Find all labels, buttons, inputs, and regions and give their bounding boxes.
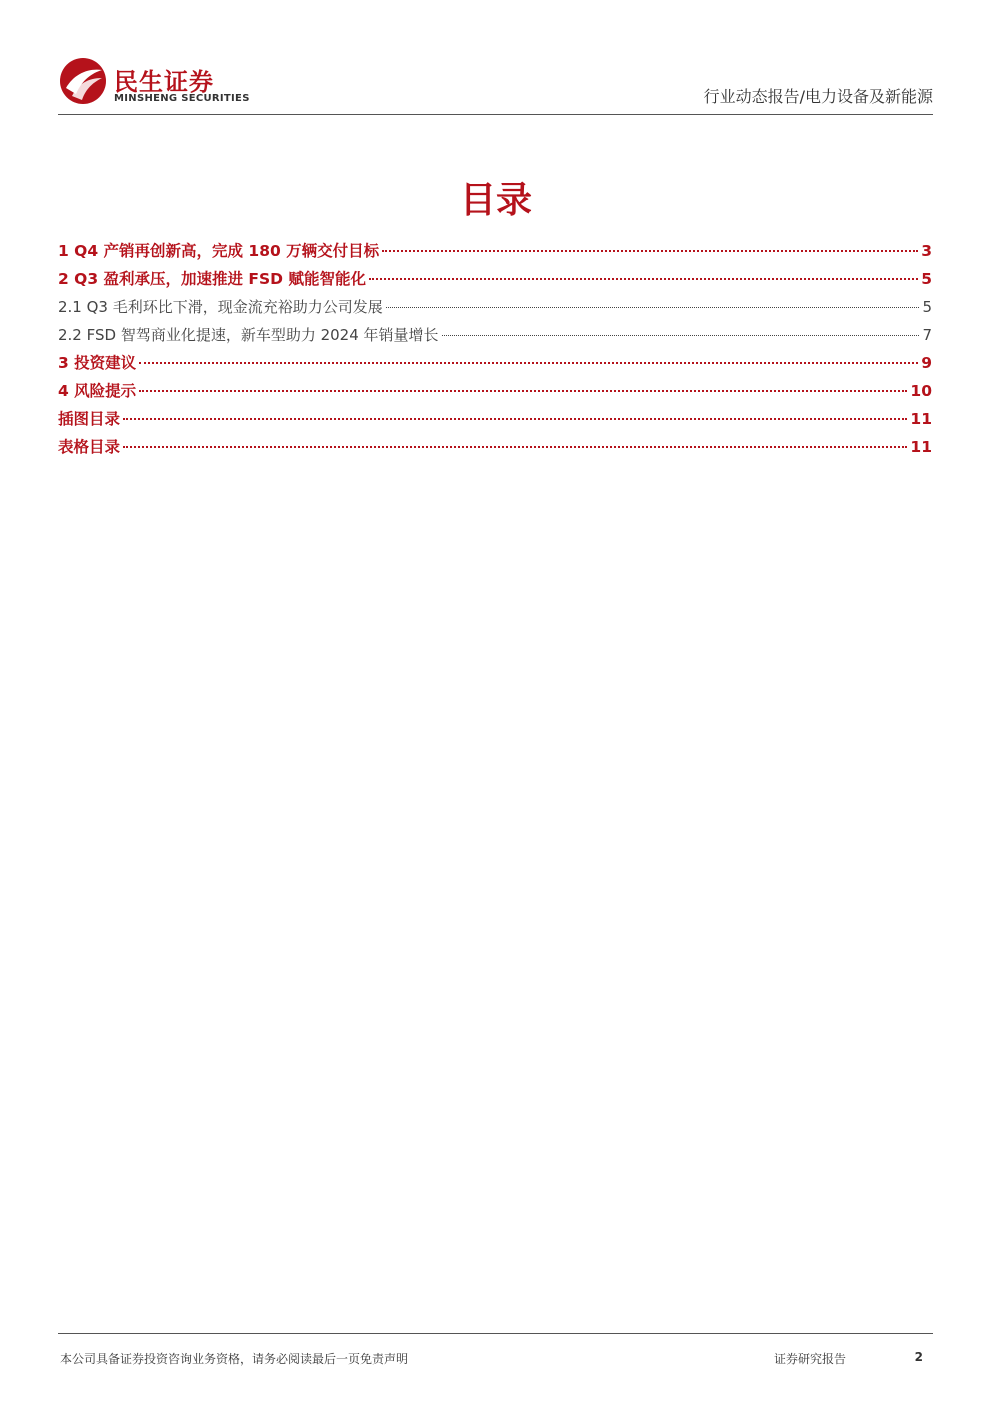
toc-entry[interactable]	[58, 405, 932, 433]
toc-entry-page[interactable]: 5	[921, 270, 932, 288]
footer-disclaimer: 本公司具备证券投资咨询业务资格，请务必阅读最后一页免责声明	[60, 1352, 409, 1366]
toc-leader-dots	[123, 446, 907, 448]
document-type: 行业动态报告/电力设备及新能源	[703, 87, 933, 106]
logo-chinese-name: 民生证券	[114, 68, 214, 96]
toc-leader-dots	[139, 390, 907, 392]
toc-leader-dots	[369, 278, 918, 280]
toc-leader-dots	[386, 307, 920, 308]
toc-entry[interactable]	[58, 349, 932, 377]
toc-entry[interactable]	[58, 377, 932, 405]
toc-entry-label[interactable]: 2.2 FSD 智驾商业化提速，新车型助力 2024 年销量增长	[58, 326, 439, 344]
toc-entry-label[interactable]: 2 Q3 盈利承压，加速推进 FSD 赋能智能化	[58, 270, 366, 288]
toc-entry[interactable]	[58, 293, 932, 321]
company-logo	[58, 56, 258, 106]
toc-entry[interactable]	[58, 321, 932, 349]
footer-report-type: 证券研究报告	[774, 1352, 847, 1366]
toc-entry-page[interactable]: 7	[922, 326, 932, 344]
toc-entry-page[interactable]: 9	[921, 354, 932, 372]
toc-entry[interactable]	[58, 265, 932, 293]
page-header	[58, 52, 933, 115]
page-number: 2	[914, 1350, 923, 1364]
table-of-contents	[58, 237, 932, 461]
logo-english-name: MINSHENG SECURITIES	[114, 93, 250, 104]
toc-entry-page[interactable]: 11	[910, 410, 932, 428]
toc-leader-dots	[382, 250, 918, 252]
toc-entry-label[interactable]: 3 投资建议	[58, 354, 137, 372]
toc-entry-label[interactable]: 2.1 Q3 毛利环比下滑，现金流充裕助力公司发展	[58, 298, 383, 316]
toc-entry-label[interactable]: 插图目录	[58, 410, 121, 428]
toc-entry-page[interactable]: 3	[921, 242, 932, 260]
toc-entry-page[interactable]: 11	[910, 438, 932, 456]
toc-entry-label[interactable]: 1 Q4 产销再创新高，完成 180 万辆交付目标	[58, 242, 380, 260]
toc-entry[interactable]	[58, 433, 932, 461]
toc-entry-page[interactable]: 10	[910, 382, 932, 400]
page-footer	[58, 1333, 933, 1374]
toc-title: 目录	[459, 180, 532, 221]
toc-leader-dots	[139, 362, 918, 364]
toc-entry-label[interactable]: 表格目录	[58, 438, 121, 456]
toc-entry-label[interactable]: 4 风险提示	[58, 382, 137, 400]
toc-entry[interactable]	[58, 237, 932, 265]
toc-entry-page[interactable]: 5	[922, 298, 932, 316]
minsheng-logo-icon	[58, 56, 108, 106]
toc-leader-dots	[123, 418, 907, 420]
toc-leader-dots	[442, 335, 920, 336]
